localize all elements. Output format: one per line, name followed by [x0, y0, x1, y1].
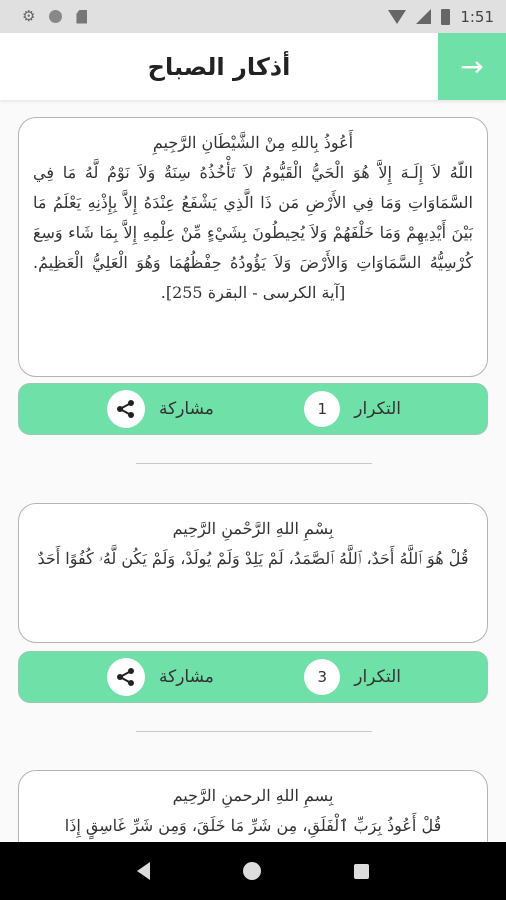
- sdcard-icon: [76, 10, 87, 24]
- app-bar: [0, 33, 506, 100]
- dhikr-action-bar: [18, 651, 488, 703]
- share-button[interactable]: [107, 652, 214, 702]
- page-title: أذكار الصباح: [147, 52, 291, 81]
- battery-icon: [441, 9, 450, 25]
- share-button[interactable]: [107, 384, 214, 434]
- repeat-count[interactable]: 1: [304, 391, 340, 427]
- repeat-label: التكرار: [354, 667, 401, 687]
- repeat-label: التكرار: [354, 399, 401, 419]
- dhikr-text: اللّهُ لاَ إِلَـهَ إِلاَّ هُوَ الْحَيُّ الْقَيُّومُ لاَ تَأْخُذُهُ سِنَةٌ وَلاَ نَوْمٌ لَّهُ مَا فِي السَّمَاوَاتِ وَمَا فِي الأَرْضِ مَن ذَا الَّذِي يَشْفَعُ عِنْدَهُ إِلاَّ بِإِذْنِهِ يَعْلَمُ مَا بَيْنَ أَيْدِيهِمْ وَمَا خَلْفَهُمْ وَلاَ يُحِيطُونَ بِشَيْءٍ مِّنْ عِلْمِهِ إِلاَّ بِمَا شَاء وَسِعَ كُرْسِيُّهُ السَّمَاوَاتِ وَالأَرْضَ وَلاَ يَؤُودُهُ حِفْظُهُمَا وَهُوَ الْعَلِيُّ الْعَظِيمُ. [آية الكرسى - البقرة 255].: [33, 163, 473, 302]
- nav-recents-icon[interactable]: [354, 864, 369, 879]
- dhikr-heading: أَعُوذُ بِاللهِ مِنْ الشَّيْطَانِ الرَّجِيمِ: [152, 133, 354, 152]
- repeat-count[interactable]: 3: [304, 659, 340, 695]
- dhikr-heading: بِسمِ اللهِ الرحمنِ الرَّحِيم: [172, 786, 334, 805]
- divider: [136, 731, 372, 732]
- dhikr-action-bar: [18, 383, 488, 435]
- arrow-right-icon: →: [460, 50, 484, 83]
- nav-back-icon[interactable]: [137, 862, 150, 880]
- dhikr-card: [18, 503, 488, 643]
- share-label: مشاركة: [159, 399, 214, 419]
- status-right-icons: [388, 8, 494, 26]
- repeat-counter[interactable]: [304, 384, 401, 434]
- dot-icon: [49, 10, 62, 23]
- share-icon[interactable]: [107, 658, 145, 696]
- nav-home-icon[interactable]: [243, 862, 261, 880]
- dhikr-heading: بِسْمِ اللهِ الرَّحْمنِ الرَّحِيم: [172, 519, 334, 538]
- divider: [136, 463, 372, 464]
- signal-icon: [416, 9, 431, 24]
- dhikr-text: قُلْ هُوَ ٱللَّهُ أَحَدٌ، ٱللَّهُ ٱلصَّمَدُ، لَمْ يَلِدْ وَلَمْ يُولَدْ، وَلَمْ يَكُن لَّهُۥ كُفُوًا أَحَدٌ: [37, 549, 469, 568]
- dhikr-card: [18, 117, 488, 377]
- repeat-counter[interactable]: [304, 652, 401, 702]
- share-icon[interactable]: [107, 390, 145, 428]
- adhkar-list[interactable]: [0, 100, 506, 842]
- share-label: مشاركة: [159, 667, 214, 687]
- dhikr-text: قُلْ أَعُوذُ بِرَبِّ ٱلْفَلَقِ، مِن شَرِّ مَا خَلَقَ، وَمِن شَرِّ غَاسِقٍ إِذَا: [64, 816, 442, 835]
- system-nav-bar: [0, 842, 506, 900]
- back-button[interactable]: [438, 33, 506, 100]
- wifi-icon: [388, 10, 406, 24]
- status-left-icons: [22, 9, 87, 24]
- status-time: 1:51: [460, 7, 494, 26]
- status-bar: [0, 0, 506, 33]
- dhikr-card: [18, 770, 488, 842]
- gear-icon: ⚙: [22, 7, 36, 25]
